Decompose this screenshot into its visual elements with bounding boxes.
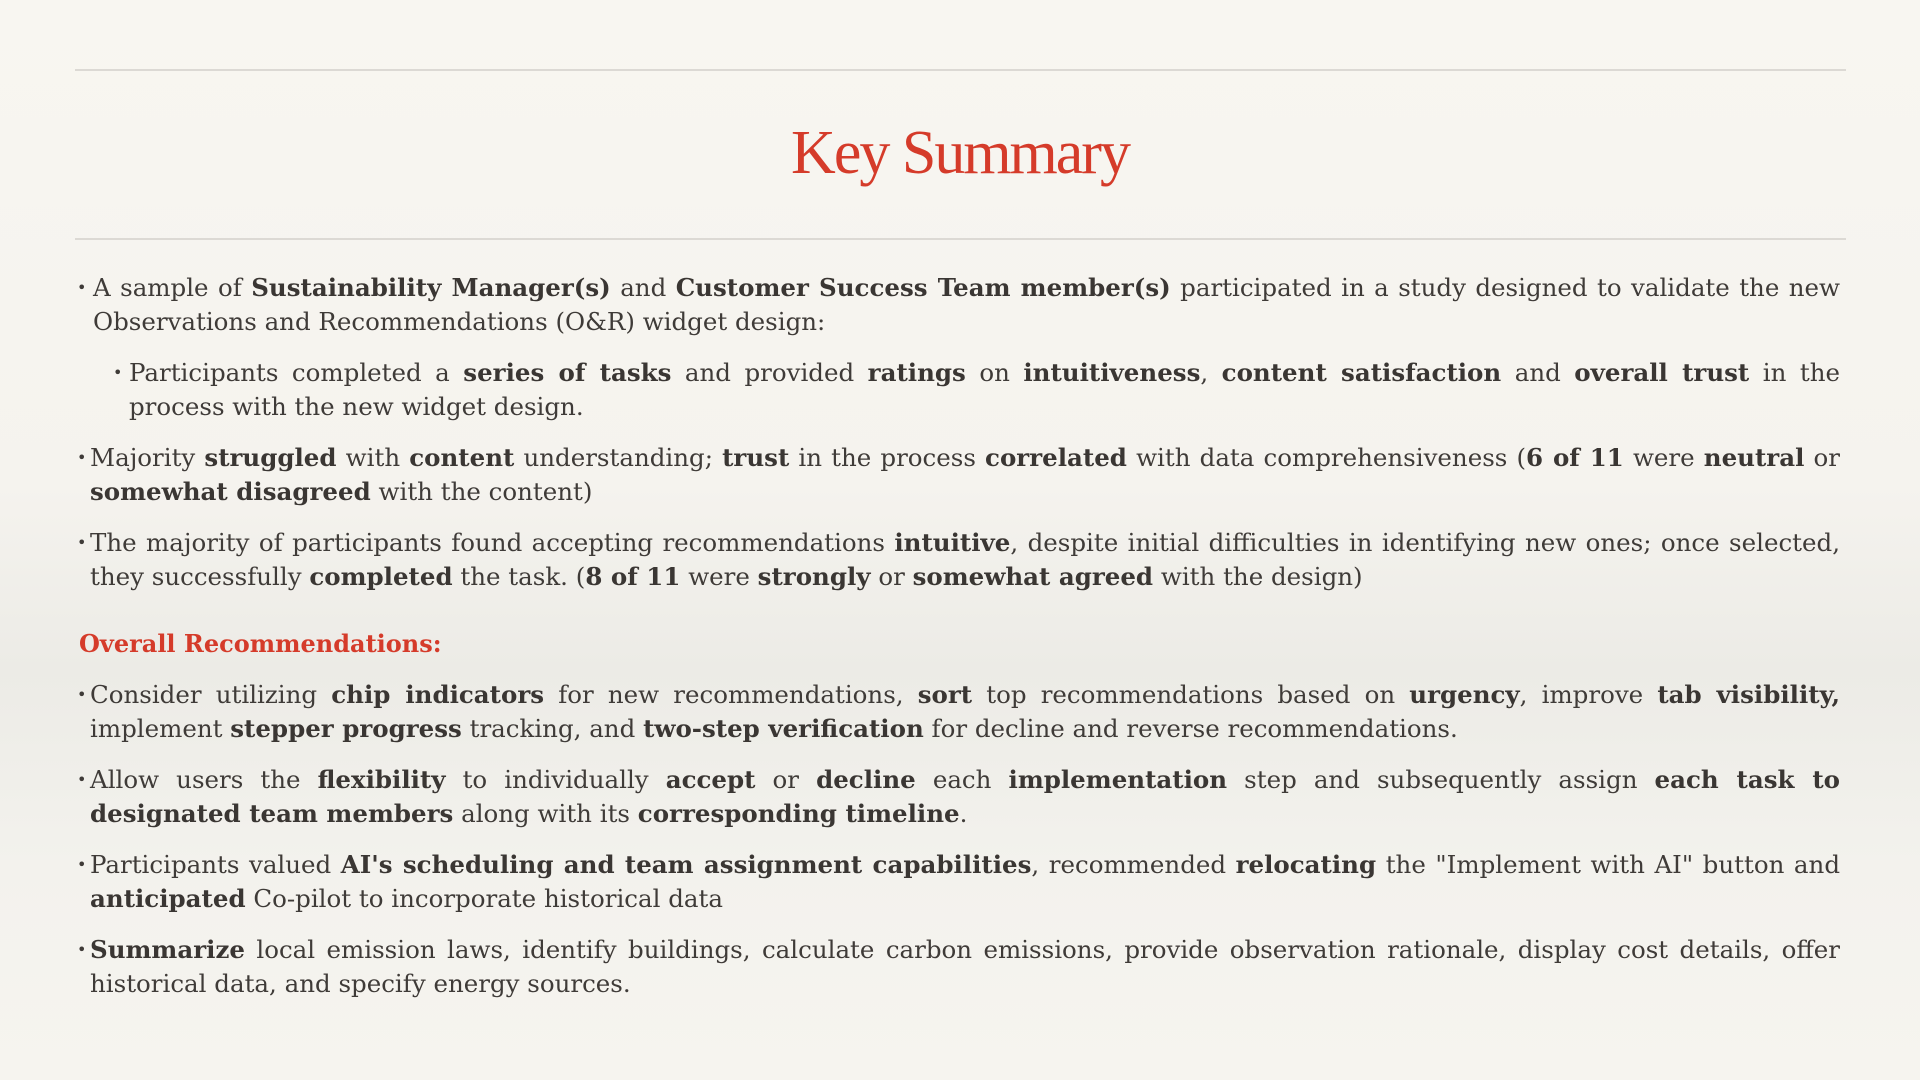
text-run: Majority: [90, 443, 205, 472]
bold-text: stepper progress: [230, 714, 462, 743]
text-run: with data comprehensiveness (: [1126, 443, 1527, 472]
text-run: on: [965, 358, 1024, 387]
bullet-icon: •: [77, 685, 87, 704]
text-run: implement: [90, 714, 231, 743]
text-run: for decline and reverse recommendations.: [923, 714, 1458, 743]
text-run: A sample of: [93, 273, 252, 302]
summary-bullet: [113, 356, 1840, 424]
bold-text: implementation: [1008, 765, 1228, 794]
bullet-icon: •: [77, 278, 87, 297]
recommendation-bullet: [77, 678, 1840, 746]
bold-text: Customer Success Team member(s): [675, 273, 1171, 302]
text-run: Participants valued: [90, 850, 341, 879]
text-run: top recommendations based on: [972, 680, 1410, 709]
text-run: tracking, and: [461, 714, 644, 743]
summary-bullet: [77, 441, 1840, 509]
text-run: each: [915, 765, 1009, 794]
text-run: , recommended: [1031, 850, 1236, 879]
text-run: with: [336, 443, 410, 472]
bold-text: intuitive: [894, 528, 1011, 557]
text-run: or: [870, 562, 913, 591]
text-run: ,: [1200, 358, 1222, 387]
text-run: or: [1804, 443, 1840, 472]
bold-text: series of tasks: [463, 358, 672, 387]
title-divider: [75, 238, 1846, 240]
text-run: and: [1501, 358, 1575, 387]
text-run: Participants completed a: [129, 358, 464, 387]
bullet-icon: •: [77, 855, 87, 874]
bold-text: overall trust: [1574, 358, 1750, 387]
recommendation-bullet: [77, 848, 1840, 916]
text-run: and provided: [671, 358, 868, 387]
bold-text: content: [409, 443, 515, 472]
text-run: with the content): [370, 477, 593, 506]
bold-text: somewhat disagreed: [90, 477, 371, 506]
bold-text: ratings: [867, 358, 966, 387]
bold-text: chip indicators: [331, 680, 545, 709]
bold-text: completed: [309, 562, 453, 591]
text-run: , improve: [1519, 680, 1658, 709]
text-run: The majority of participants found accepting recommendations: [90, 528, 895, 557]
bold-text: urgency: [1409, 680, 1520, 709]
text-run: along with its: [453, 799, 638, 828]
bold-text: corresponding timeline: [637, 799, 960, 828]
bold-text: flexibility: [317, 765, 446, 794]
text-run: and: [610, 273, 676, 302]
bold-text: trust: [722, 443, 790, 472]
recommendations-list: [77, 678, 1840, 1001]
text-run: or: [755, 765, 817, 794]
bold-text: accept: [665, 765, 756, 794]
slide-content: [77, 271, 1840, 1018]
bold-text: Sustainability Manager(s): [251, 273, 611, 302]
slide-title: Key Summary: [791, 119, 1129, 187]
bold-text: strongly: [757, 562, 871, 591]
summary-list: [77, 271, 1840, 594]
bold-text: 6 of 11: [1526, 443, 1624, 472]
bullet-icon: •: [113, 363, 123, 382]
text-run: understanding;: [514, 443, 723, 472]
bold-text: relocating: [1235, 850, 1377, 879]
bullet-icon: •: [77, 770, 87, 789]
text-run: in the process: [789, 443, 986, 472]
text-run: with the design): [1153, 562, 1363, 591]
bold-text: content satisfaction: [1221, 358, 1502, 387]
text-run: step and subsequently assign: [1227, 765, 1655, 794]
text-run: Co-pilot to incorporate historical data: [245, 884, 723, 913]
bold-text: struggled: [204, 443, 337, 472]
text-run: Allow users the: [90, 765, 318, 794]
bold-text: somewhat agreed: [912, 562, 1154, 591]
bold-text: Summarize: [90, 935, 245, 964]
text-run: .: [959, 799, 968, 828]
bold-text: 8 of 11: [585, 562, 681, 591]
summary-bullet: [77, 271, 1840, 339]
bold-text: neutral: [1703, 443, 1805, 472]
recommendation-bullet: [77, 763, 1840, 831]
text-run: , despite initial difficulties in identifying new ones; once selected, they successfully: [90, 528, 1840, 591]
bold-text: tab visibility,: [1657, 680, 1841, 709]
bold-text: AI's scheduling and team assignment capabilities: [340, 850, 1032, 879]
summary-bullet: [77, 526, 1840, 594]
text-run: the "Implement with AI" button and: [1376, 850, 1840, 879]
text-run: were: [1623, 443, 1704, 472]
bold-text: correlated: [985, 443, 1127, 472]
bold-text: each task to designated team members: [90, 765, 1840, 828]
bullet-icon: •: [77, 448, 87, 467]
text-run: in the process with the new widget design.: [129, 358, 1840, 421]
top-divider: [75, 69, 1846, 71]
text-run: to individually: [445, 765, 666, 794]
bold-text: sort: [917, 680, 973, 709]
bullet-icon: •: [77, 940, 87, 959]
recommendations-heading: Overall Recommendations:: [79, 629, 442, 658]
bold-text: anticipated: [90, 884, 246, 913]
text-run: Consider utilizing: [90, 680, 332, 709]
text-run: local emission laws, identify buildings, calculate carbon emissions, provide observation rationale, display cost details, offer historical data, and specify energy sources.: [90, 935, 1840, 998]
bold-text: decline: [816, 765, 916, 794]
text-run: participated in a study designed to validate the new Observations and Recommendations (O&R) widget design:: [93, 273, 1840, 336]
bullet-icon: •: [77, 533, 87, 552]
text-run: the task. (: [452, 562, 586, 591]
recommendation-bullet: [77, 933, 1840, 1001]
bold-text: intuitiveness: [1023, 358, 1201, 387]
bold-text: two-step verification: [643, 714, 924, 743]
text-run: were: [680, 562, 758, 591]
text-run: for new recommendations,: [544, 680, 918, 709]
